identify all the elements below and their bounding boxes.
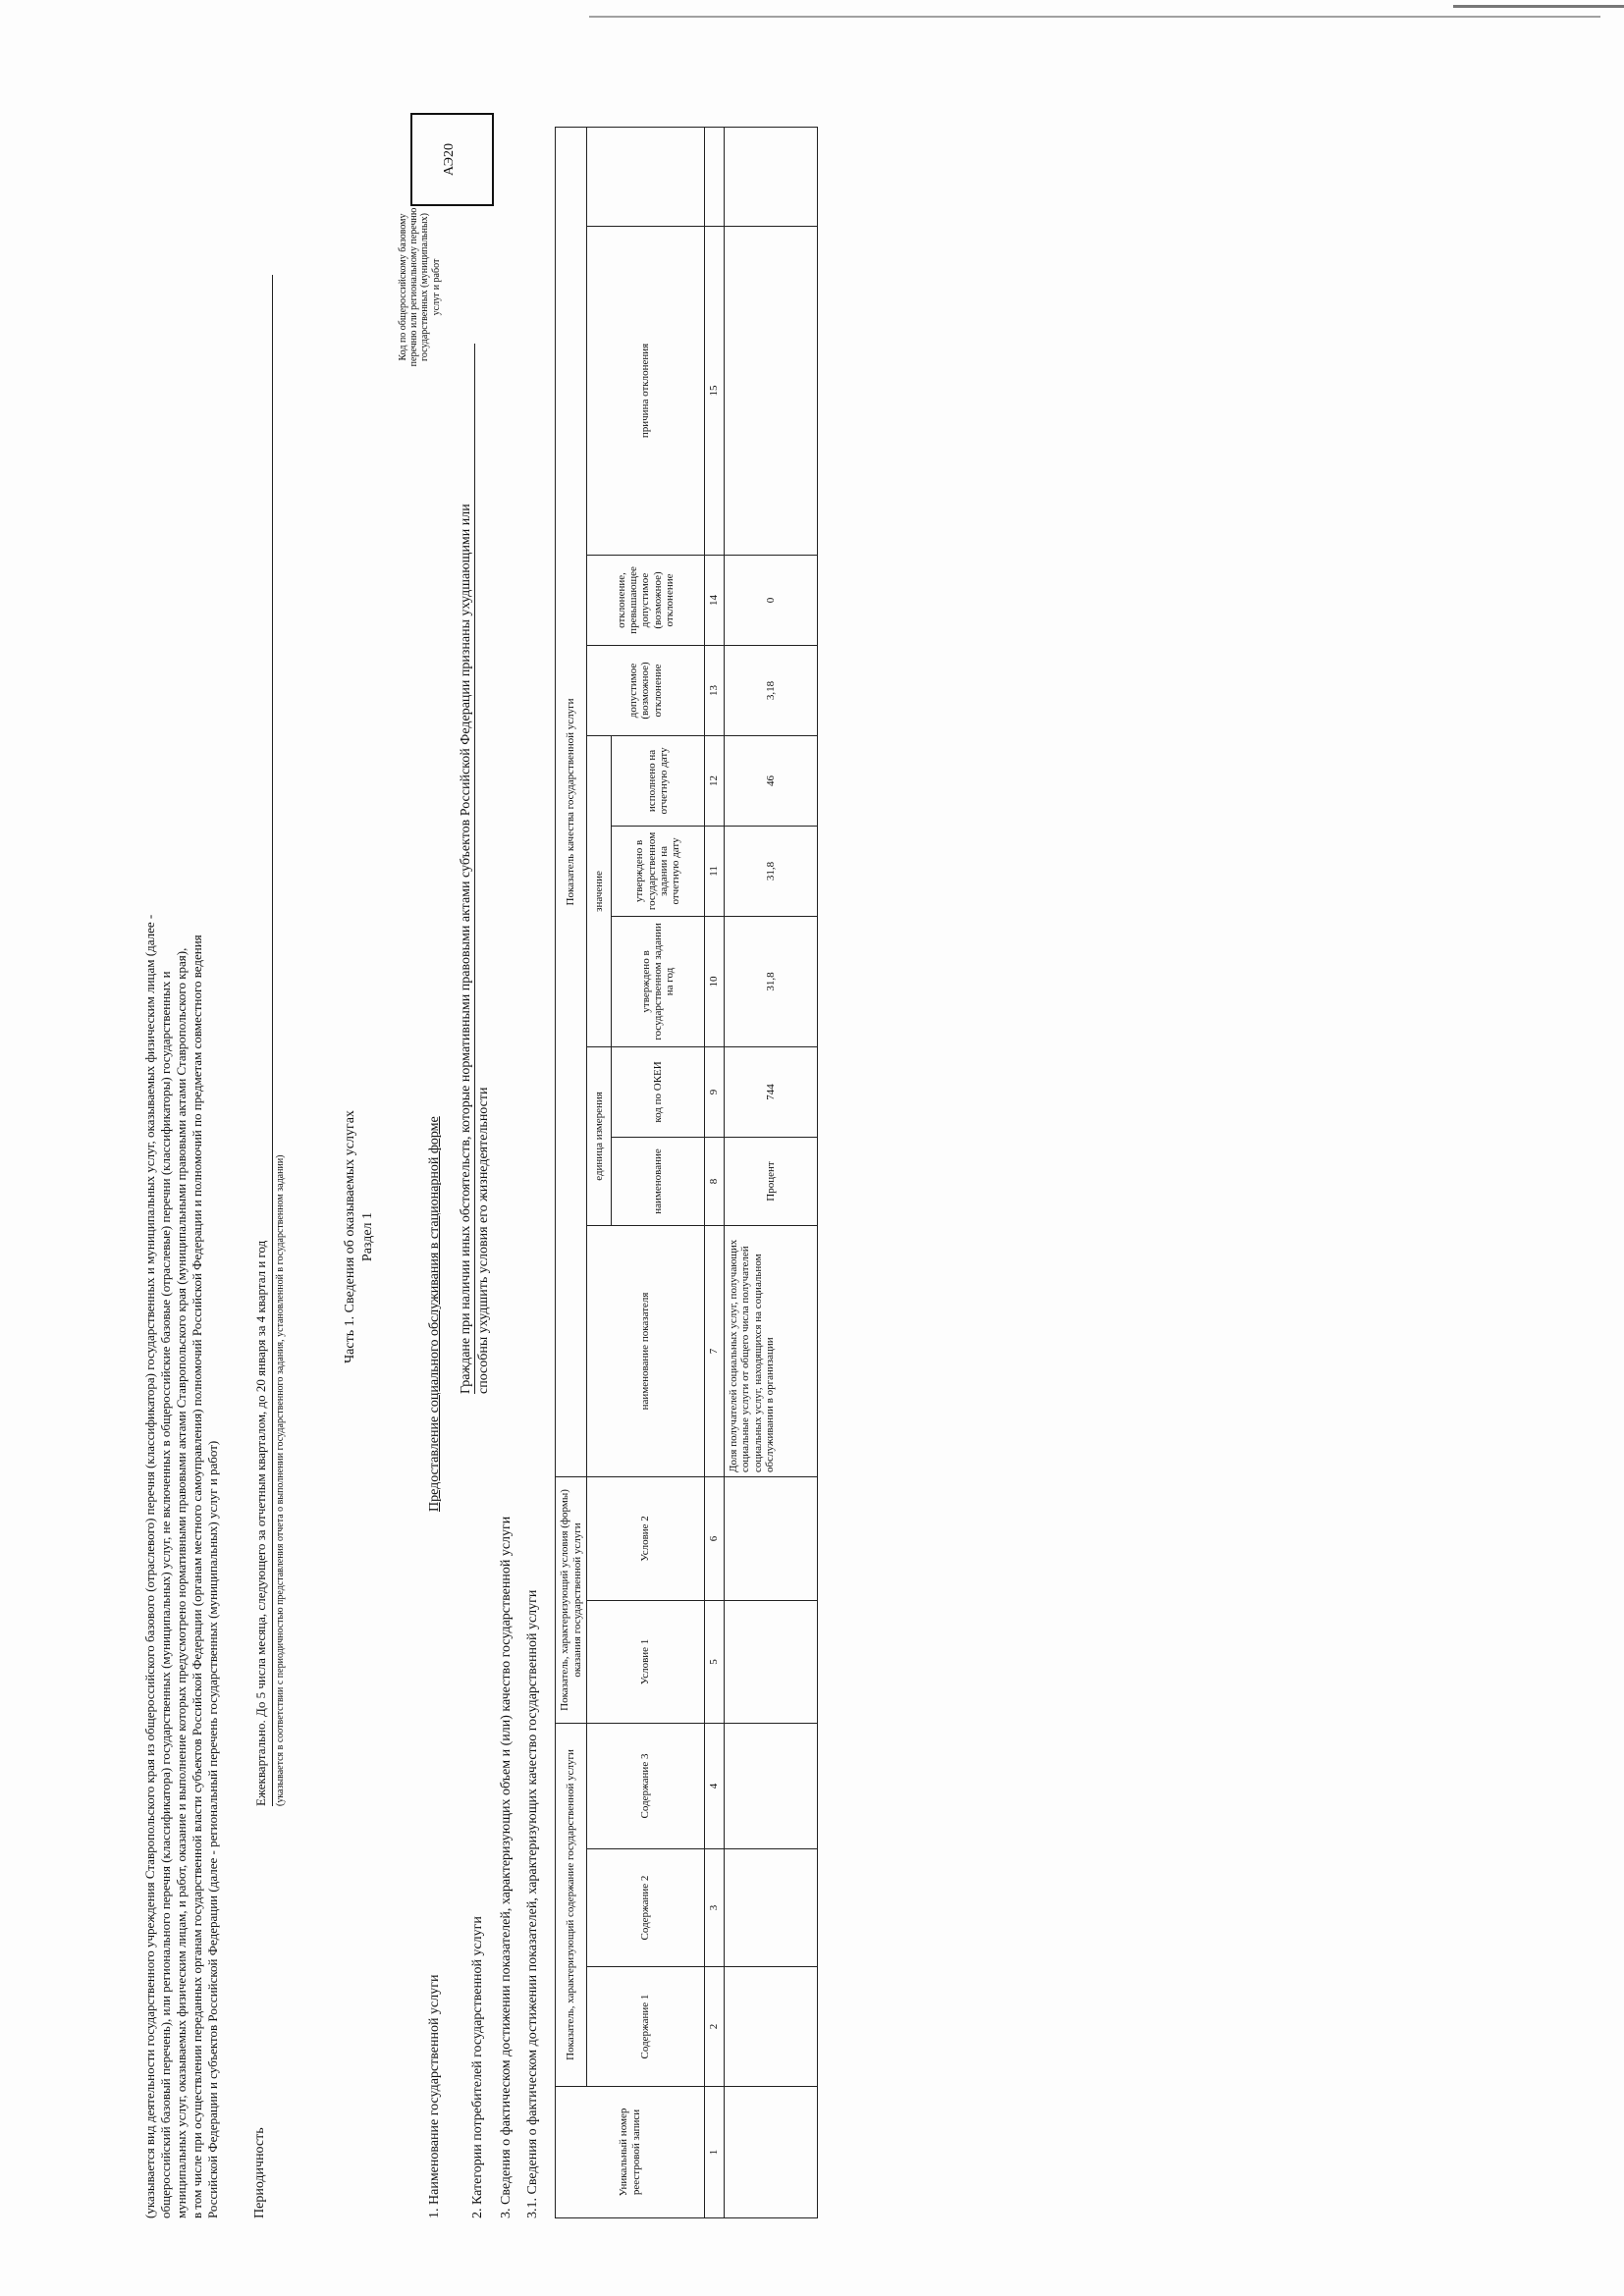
consumers-value-line-1: Граждане при наличии иных обстоятельств, которые нормативными правовыми актами субъектов Российской Федерации признаны ухудшающими или bbox=[459, 504, 473, 1394]
section-title: Раздел 1 bbox=[360, 1211, 375, 1262]
content-2-header: Содержание 2 bbox=[587, 1849, 705, 1967]
rotated-report-sheet bbox=[133, 0, 1624, 2277]
condition-2-header: Условие 2 bbox=[587, 1476, 705, 1600]
periodicity-note: (указывается в соответствии с периодичностью представления отчета о выполнении государственного задания, установленной в государственном задании) bbox=[275, 1154, 286, 1806]
column-number-8: 8 bbox=[705, 1137, 725, 1225]
approved-date-cell: 31,8 bbox=[725, 826, 818, 916]
column-number-10: 10 bbox=[705, 916, 725, 1046]
registry-cell bbox=[725, 2087, 818, 2218]
intro-line-1: (указывается вид деятельности государственного учреждения Ставропольского края из общероссийского базового (отраслевого) перечня (классификатора) государственных и муниципальных услуг, оказываемых физическим лицам (далее - bbox=[142, 914, 157, 2218]
part-title: Часть 1. Сведения об оказываемых услугах bbox=[343, 1110, 357, 1363]
condition-group-header: Показатель, характеризующий условия (формы) оказания государственной услуги bbox=[556, 1476, 587, 1723]
okei-code-header: код по ОКЕИ bbox=[612, 1046, 705, 1137]
intro-line-5: Российской Федерации и субъектов Российской Федерации (далее - региональный перечень государственных (муниципальных) услуг и работ) bbox=[205, 1440, 220, 2218]
periodicity-underline bbox=[272, 275, 273, 1806]
periodicity-label: Периодичность bbox=[252, 2127, 267, 2218]
column-number-2: 2 bbox=[705, 1967, 725, 2087]
column-number-1: 1 bbox=[705, 2087, 725, 2218]
blank-header-cell bbox=[587, 127, 705, 226]
periodicity-value: Ежеквартально. До 5 числа месяца, следующего за отчетным кварталом, до 20 января за 4 квартал и год bbox=[253, 1240, 268, 1806]
intro-line-2: общероссийский базовый перечень), или регионального перечня (классификатора) государственных (муниципальных) услуг, не включенных в общероссийские базовые (отраслевые) перечни (классификаторы) государственных и bbox=[158, 971, 173, 2218]
condition-1-header: Условие 1 bbox=[587, 1600, 705, 1723]
column-number-5: 5 bbox=[705, 1600, 725, 1723]
content-group-header: Показатель, характеризующий содержание государственной услуги bbox=[556, 1723, 587, 2086]
deviation-reason-header: причина отклонения bbox=[587, 226, 705, 555]
column-number-15: 15 bbox=[705, 226, 725, 555]
intro-line-4: в том числе при осуществлении переданных органам государственной власти субъектов Российской Федерации (органам местного самоуправления) полномочий Российской Федерации и полномочий по предметам совместного ведения bbox=[189, 934, 204, 2218]
code-box-value: АЭ20 bbox=[442, 143, 457, 177]
registry-header: Уникальный номер реестровой записи bbox=[556, 2087, 705, 2218]
item-3-heading: 3. Сведения о фактическом достижении показателей, характеризующих объем и (или) качество государственной услуги bbox=[499, 1516, 514, 2218]
condition-2-cell bbox=[725, 1476, 818, 1600]
column-number-blank bbox=[705, 127, 725, 226]
allowed-deviation-header: допустимое (возможное) отклонение bbox=[587, 645, 705, 735]
consumers-underline bbox=[474, 344, 475, 1394]
column-number-3: 3 bbox=[705, 1849, 725, 1967]
content-1-cell bbox=[725, 1967, 818, 2087]
column-number-14: 14 bbox=[705, 555, 725, 645]
content-2-cell bbox=[725, 1849, 818, 1967]
consumers-value-line-2: способны ухудшить условия его жизнедеятельности bbox=[476, 1087, 491, 1394]
indicator-name-cell: Доля получателей социальных услуг, получающих социальные услуги от общего числа получателей социальных услуг, находящихся на социальном обслуживании в организации bbox=[725, 1225, 818, 1476]
excess-deviation-header: отклонение, превышающее допустимое (возможное) отклонение bbox=[587, 555, 705, 645]
last-column-cell bbox=[725, 127, 818, 226]
service-name-value: Предоставление социального обслуживания в стационарной форме bbox=[427, 1116, 442, 1512]
content-1-header: Содержание 1 bbox=[587, 1967, 705, 2087]
intro-line-3: муниципальных услуг, оказываемых физическим лицам, и работ, оказание и выполнение которых предусмотрено нормативными правовыми актами Ставропольского края (муниципальными правовыми актами Ставропольского края), bbox=[174, 947, 189, 2218]
executed-date-header: исполнено на отчетную дату bbox=[612, 735, 705, 826]
okei-code-cell: 744 bbox=[725, 1046, 818, 1137]
indicator-name-header: наименование показателя bbox=[587, 1225, 705, 1476]
column-number-6: 6 bbox=[705, 1476, 725, 1600]
content-3-cell bbox=[725, 1723, 818, 1848]
quality-indicators-table bbox=[555, 127, 818, 2218]
code-box-label: Код по общероссийскому базовому перечню или региональному перечню государственных (муниципальных) услуг и работ bbox=[398, 207, 442, 367]
condition-1-cell bbox=[725, 1600, 818, 1723]
deviation-reason-cell bbox=[725, 226, 818, 555]
executed-date-cell: 46 bbox=[725, 735, 818, 826]
unit-name-header: наименование bbox=[612, 1137, 705, 1225]
quality-group-header: Показатель качества государственной услуги bbox=[556, 127, 587, 1476]
item-3-1-heading: 3.1. Сведения о фактическом достижении показателей, характеризующих качество государственной услуги bbox=[525, 1589, 540, 2218]
service-name-label: 1. Наименование государственной услуги bbox=[427, 1974, 442, 2218]
column-number-12: 12 bbox=[705, 735, 725, 826]
value-group-header: значение bbox=[587, 735, 612, 1046]
unit-name-cell: Процент bbox=[725, 1137, 818, 1225]
column-number-11: 11 bbox=[705, 826, 725, 916]
column-number-7: 7 bbox=[705, 1225, 725, 1476]
column-number-4: 4 bbox=[705, 1723, 725, 1848]
content-3-header: Содержание 3 bbox=[587, 1723, 705, 1848]
unit-group-header: единица измерения bbox=[587, 1046, 612, 1225]
column-number-9: 9 bbox=[705, 1046, 725, 1137]
consumers-label: 2. Категории потребителей государственной услуги bbox=[470, 1916, 485, 2218]
allowed-deviation-cell: 3,18 bbox=[725, 645, 818, 735]
approved-year-cell: 31,8 bbox=[725, 916, 818, 1046]
excess-deviation-cell: 0 bbox=[725, 555, 818, 645]
column-number-13: 13 bbox=[705, 645, 725, 735]
approved-date-header: утверждено в государственном задании на отчетную дату bbox=[612, 826, 705, 916]
approved-year-header: утверждено в государственном задании на год bbox=[612, 916, 705, 1046]
